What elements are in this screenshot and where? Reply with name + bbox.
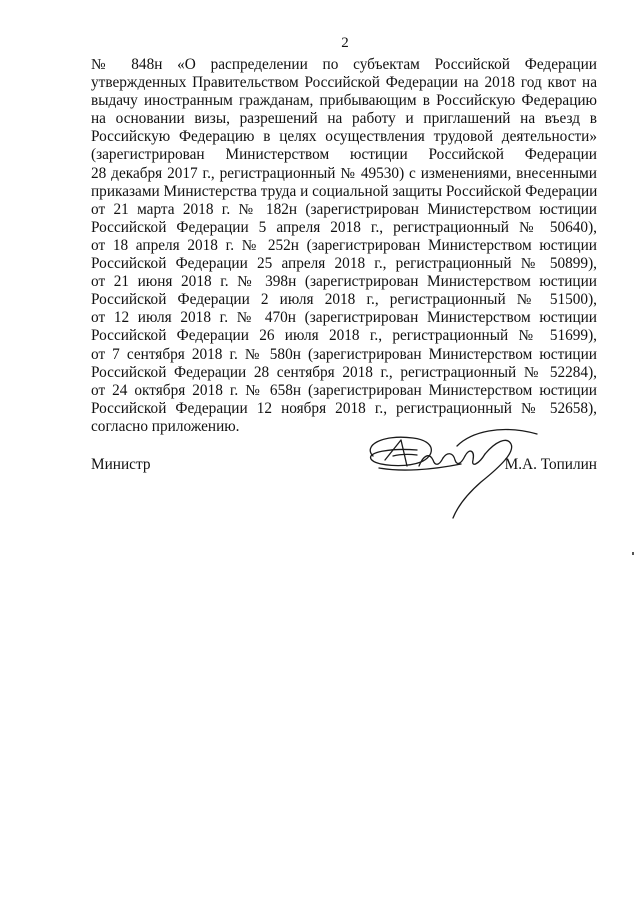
body-paragraph [91, 56, 597, 436]
body-line: от 12 июля 2018 г. № 470н (зарегистрирован Министерством юстиции [91, 309, 597, 327]
handwritten-signature-icon [361, 426, 551, 522]
body-line: от 21 марта 2018 г. № 182н (зарегистрирован Министерством юстиции [91, 200, 597, 218]
body-line: на основании визы, разрешений на работу и приглашений на въезд в [91, 110, 597, 128]
signature-block [91, 456, 597, 526]
body-line: от 21 июня 2018 г. № 398н (зарегистрирован Министерством юстиции [91, 273, 597, 291]
body-line: Российской Федерации 5 апреля 2018 г., регистрационный № 50640), [91, 218, 597, 236]
body-line: Российской Федерации 12 ноября 2018 г., регистрационный № 52658), [91, 399, 597, 417]
body-line: Российской Федерации 26 июля 2018 г., регистрационный № 51699), [91, 327, 597, 345]
body-line: № 848н «О распределении по субъектам Российской Федерации [91, 56, 597, 73]
signatory-role: Министр [91, 456, 151, 473]
scan-mark [632, 552, 634, 555]
body-line: 28 декабря 2017 г., регистрационный № 49530) с изменениями, внесенными [91, 164, 597, 182]
body-line: Российской Федерации 2 июля 2018 г., регистрационный № 51500), [91, 291, 597, 309]
body-line: от 18 апреля 2018 г. № 252н (зарегистрирован Министерством юстиции [91, 236, 597, 254]
body-line: Российской Федерации 25 апреля 2018 г., регистрационный № 50899), [91, 255, 597, 273]
body-line: выдачу иностранным гражданам, прибывающим в Российскую Федерацию [91, 92, 597, 110]
body-line: Российскую Федерацию в целях осуществления трудовой деятельности» [91, 128, 597, 146]
body-line: (зарегистрирован Министерством юстиции Российской Федерации [91, 146, 597, 164]
body-line: согласно приложению. [91, 417, 240, 435]
body-line: приказами Министерства труда и социальной защиты Российской Федерации [91, 182, 597, 200]
body-line: утвержденных Правительством Российской Федерации на 2018 год квот на [91, 74, 597, 92]
body-line: от 7 сентября 2018 г. № 580н (зарегистрирован Министерством юстиции [91, 345, 597, 363]
body-line: Российской Федерации 28 сентября 2018 г., регистрационный № 52284), [91, 363, 597, 381]
page-number: 2 [341, 35, 349, 51]
signatory-name: М.А. Топилин [504, 456, 597, 473]
body-line: от 24 октября 2018 г. № 658н (зарегистрирован Министерством юстиции [91, 381, 597, 399]
